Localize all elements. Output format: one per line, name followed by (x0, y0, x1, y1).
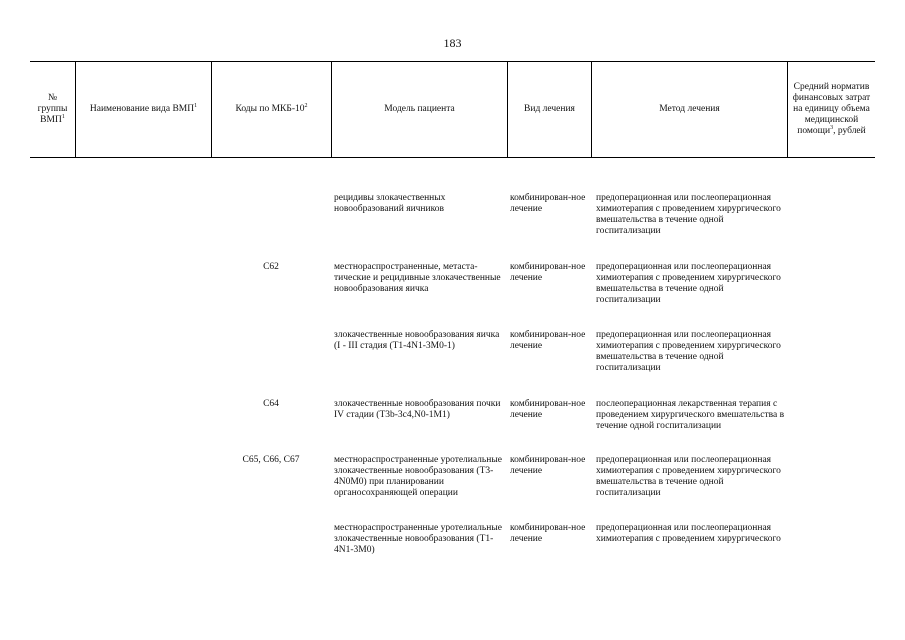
row-icd-code: C65, C66, C67 (242, 455, 300, 465)
header-patient-model-label: Модель пациента (384, 104, 455, 114)
header-vmp-name (76, 62, 212, 157)
header-cost-label: Средний норматив финансовых затрат на единицу объема медицинской помощи (792, 82, 871, 136)
row-treatment-type: комбинирован-ное лечение (510, 455, 586, 476)
row-treatment-method: предоперационная или послеоперационная химиотерапия с проведением хирургического вмешательства в течение одной госпитализации (596, 262, 781, 305)
row-treatment-method: предоперационная или послеоперационная химиотерапия с проведением хирургического вмешательства в течение одной госпитализации (596, 193, 781, 236)
table-header (30, 61, 875, 158)
row-treatment-type: комбинирован-ное лечение (510, 523, 586, 544)
row-treatment-type: комбинирован-ное лечение (510, 399, 586, 420)
row-patient-model: злокачественные новообразования яичка (I - III стадия (T1-4N1-3M0-1) (334, 330, 500, 351)
row-patient-model: рецидивы злокачественных новообразований яичников (334, 193, 446, 214)
header-icd-codes (212, 62, 332, 157)
row-treatment-method: предоперационная или послеоперационная химиотерапия с проведением хирургического вмешательства в течение одной госпитализации (596, 455, 781, 498)
header-cost (788, 62, 875, 157)
header-treatment-method (592, 62, 788, 157)
row-patient-model: местнораспространенные уротелиальные злокачественные новообразования (T3-4N0M0) при планировании органосохраняющей операции (334, 455, 502, 498)
row-icd-code: C62 (263, 262, 279, 272)
header-group-number-label: № группы ВМП (37, 93, 68, 125)
header-group-number-footnote: 1 (61, 113, 65, 120)
header-group-number (30, 62, 76, 157)
row-patient-model: местнораспространенные, метаста-тические и рецидивные злокачественные новообразования яичка (334, 262, 501, 294)
header-icd-codes-label: Коды по МКБ-10 (235, 104, 305, 114)
row-treatment-type: комбинирован-ное лечение (510, 193, 586, 214)
row-treatment-method: предоперационная или послеоперационная химиотерапия с проведением хирургического вмешательства в течение одной госпитализации (596, 330, 781, 373)
row-treatment-method: послеоперационная лекарственная терапия с проведением хирургического вмешательства в течение одной госпитализации (596, 399, 785, 431)
row-treatment-method: предоперационная или послеоперационная химиотерапия с проведением хирургического (596, 523, 781, 544)
header-icd-codes-footnote: 2 (304, 102, 308, 109)
row-treatment-type: комбинирован-ное лечение (510, 330, 586, 351)
row-icd-code: C64 (263, 399, 279, 409)
header-treatment-type-label: Вид лечения (524, 104, 575, 114)
header-cost-unit: , рублей (833, 126, 866, 136)
page-number: 183 (443, 36, 462, 50)
header-vmp-name-footnote: 1 (194, 102, 198, 109)
row-patient-model: злокачественные новообразования почки IV стадии (T3b-3c4,N0-1M1) (334, 399, 501, 420)
row-treatment-type: комбинирован-ное лечение (510, 262, 586, 283)
header-cost-footnote: 3 (830, 124, 834, 131)
row-patient-model: местнораспространенные уротелиальные злокачественные новообразования (T1-4N1-3M0) (334, 523, 502, 555)
header-vmp-name-label: Наименование вида ВМП (89, 104, 195, 114)
header-patient-model (332, 62, 508, 157)
header-treatment-type (508, 62, 592, 157)
header-treatment-method-label: Метод лечения (659, 104, 720, 114)
